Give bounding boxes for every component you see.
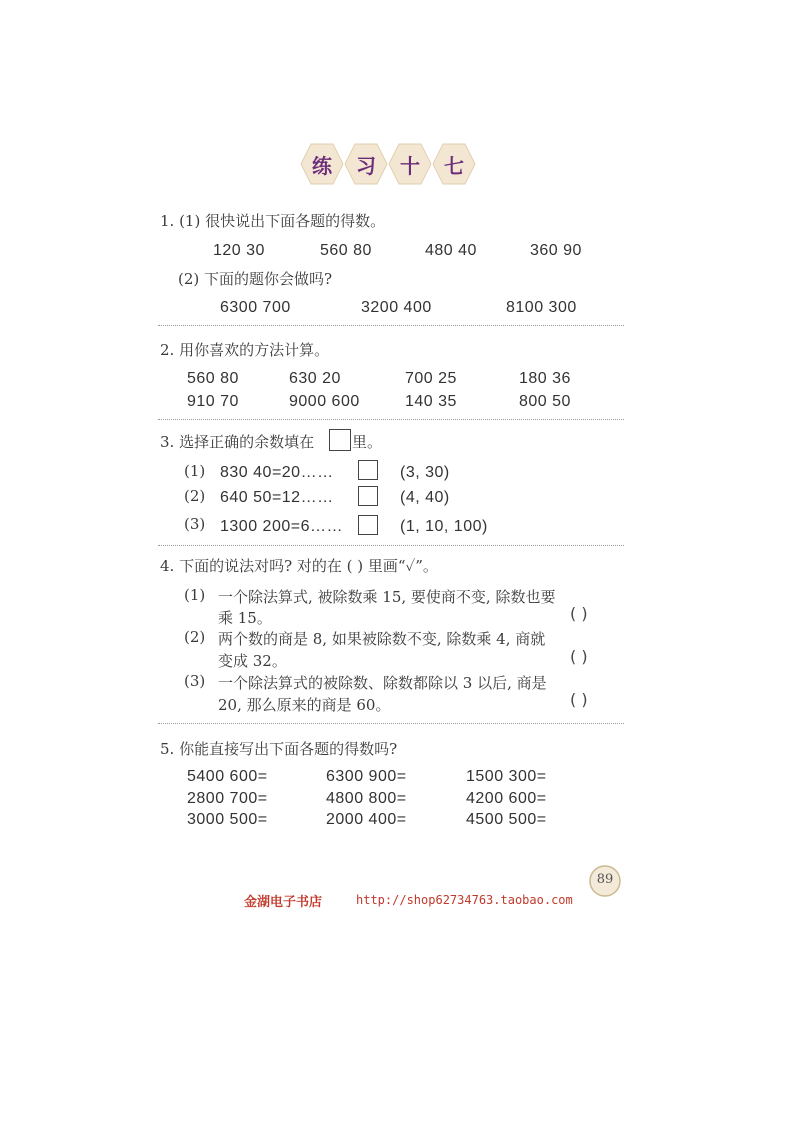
q1-item: 6300 700	[220, 299, 291, 316]
shop-name: 金湖电子书店	[244, 895, 323, 910]
page-number-badge	[588, 864, 622, 898]
section-divider	[158, 545, 624, 546]
title-char: 练	[312, 153, 332, 178]
q2-item: 700 25	[405, 370, 457, 387]
q5-item: 1500 300=	[466, 768, 547, 785]
q3-index: (1)	[184, 462, 206, 480]
q4-statement-line: 两个数的商是 8, 如果被除数不变, 除数乘 4, 商就	[218, 630, 546, 648]
q3-options: (4, 40)	[400, 489, 450, 506]
q5-item: 4800 800=	[326, 790, 407, 807]
q5-item: 4500 500=	[466, 811, 547, 828]
q3-label-b: 里。	[352, 433, 383, 451]
exercise-title	[300, 143, 480, 185]
q1-item: 120 30	[213, 242, 265, 259]
q3-index: (3)	[184, 515, 206, 533]
q3-expr: 830 40=20……	[220, 464, 334, 481]
q5-item: 4200 600=	[466, 790, 547, 807]
title-char: 七	[444, 153, 464, 178]
q2-item: 800 50	[519, 393, 571, 410]
title-char: 习	[356, 153, 376, 178]
q2-item: 910 70	[187, 393, 239, 410]
q5-item: 3000 500=	[187, 811, 268, 828]
q2-label: 2. 用你喜欢的方法计算。	[160, 341, 330, 359]
q1-item: 480 40	[425, 242, 477, 259]
q1-item: 8100 300	[506, 299, 577, 316]
section-divider	[158, 723, 624, 724]
q1-sub2-label: (2) 下面的题你会做吗?	[178, 270, 333, 288]
q2-item: 630 20	[289, 370, 341, 387]
q5-item: 2000 400=	[326, 811, 407, 828]
answer-box[interactable]	[358, 460, 378, 480]
q4-index: (1)	[184, 586, 206, 604]
shop-url[interactable]: http://shop62734763.taobao.com	[356, 893, 573, 907]
q1-label: 1. (1) 很快说出下面各题的得数。	[160, 212, 386, 230]
section-divider	[158, 419, 624, 420]
q3-options: (3, 30)	[400, 464, 450, 481]
answer-box[interactable]	[358, 486, 378, 506]
q4-statement-line: 20, 那么原来的商是 60。	[218, 696, 391, 714]
section-divider	[158, 325, 624, 326]
q2-item: 140 35	[405, 393, 457, 410]
q2-item: 560 80	[187, 370, 239, 387]
q5-label: 5. 你能直接写出下面各题的得数吗?	[160, 740, 398, 758]
answer-paren[interactable]: ( )	[570, 604, 588, 623]
q3-label-a: 3. 选择正确的余数填在	[160, 433, 315, 451]
q5-item: 2800 700=	[187, 790, 268, 807]
q4-label: 4. 下面的说法对吗? 对的在 ( ) 里画“✓”。	[160, 557, 438, 575]
title-hex-1	[300, 143, 344, 185]
q4-statement-line: 变成 32。	[218, 652, 287, 670]
answer-box[interactable]	[358, 515, 378, 535]
q1-item: 560 80	[320, 242, 372, 259]
q5-item: 5400 600=	[187, 768, 268, 785]
q3-expr: 640 50=12……	[220, 489, 334, 506]
q2-item: 180 36	[519, 370, 571, 387]
q4-statement-line: 一个除法算式, 被除数乘 15, 要使商不变, 除数也要	[218, 588, 556, 606]
answer-paren[interactable]: ( )	[570, 647, 588, 666]
answer-box-icon	[329, 429, 351, 451]
q4-statement-line: 乘 15。	[218, 609, 272, 627]
q4-index: (3)	[184, 672, 206, 690]
q1-item: 360 90	[530, 242, 582, 259]
title-hex-4	[432, 143, 476, 185]
page-number: 89	[596, 872, 614, 887]
q3-options: (1, 10, 100)	[400, 518, 488, 535]
title-hex-2	[344, 143, 388, 185]
title-char: 十	[400, 153, 420, 178]
q1-item: 3200 400	[361, 299, 432, 316]
answer-paren[interactable]: ( )	[570, 690, 588, 709]
title-hex-3	[388, 143, 432, 185]
q3-expr: 1300 200=6……	[220, 518, 343, 535]
q4-index: (2)	[184, 628, 206, 646]
q3-index: (2)	[184, 487, 206, 505]
q2-item: 9000 600	[289, 393, 360, 410]
q4-statement-line: 一个除法算式的被除数、除数都除以 3 以后, 商是	[218, 674, 547, 692]
q5-item: 6300 900=	[326, 768, 407, 785]
